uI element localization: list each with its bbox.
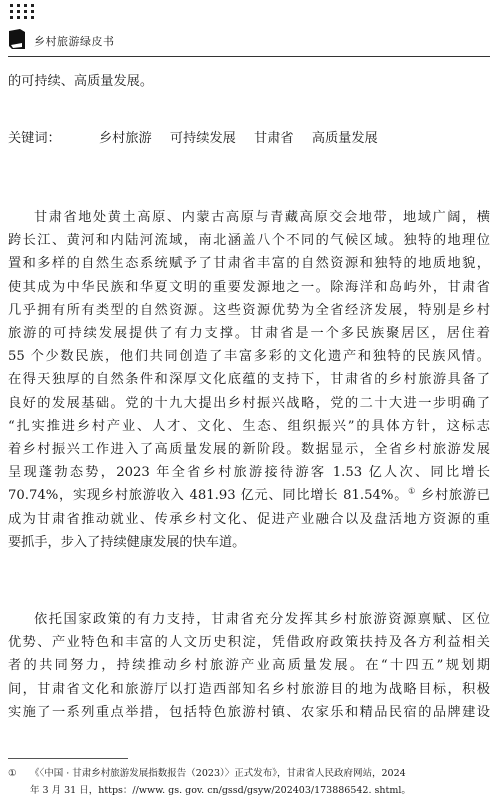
body-paragraph-2 (8, 608, 490, 724)
page-header (0, 0, 498, 60)
intro-tail-paragraph (8, 70, 490, 93)
decorative-dot-grid (10, 4, 35, 19)
keyword-item: 高质量发展 (311, 131, 378, 146)
text-line: 间，甘肃省文化和旅游厅以打造西部知名乡村旅游目的地为战略目标，积极 (8, 681, 490, 697)
text-line: 实施了一系列重点举措，包括特色旅游村镇、农家乐和精品民宿的品牌建设 (8, 704, 490, 720)
keywords-line (8, 127, 490, 150)
text-line: 55 个少数民族，他们共同创造了丰富多彩的文化遗产和独特的民族风情。 (8, 349, 490, 365)
footnote (8, 765, 490, 799)
footnote-line (8, 782, 490, 799)
body-paragraph-1 (8, 206, 490, 554)
keywords-label: 关键词： (8, 131, 61, 146)
footnote-line (8, 765, 490, 782)
footnote-text: 《〈中国 · 甘肃乡村旅游发展指数报告（2023）〉正式发布》，甘肃省人民政府网站，2024 (30, 768, 406, 779)
text-line: 旅游的可持续发展提供了有力支撑。甘肃省是一个多民族聚居区，居住着 (8, 326, 490, 342)
book-icon (8, 28, 26, 50)
text-line: 跨长江、黄河和内陆河流域，南北涵盖八个不同的气候区域。独特的地理位 (8, 233, 490, 249)
text-line: 要抓手，步入了持续健康发展的快车道。 (8, 534, 246, 550)
text-line: 着乡村振兴工作进入了高质量发展的新阶段。数据显示，全省乡村旅游发展 (8, 442, 490, 458)
intro-tail-text: 的可持续、高质量发展。 (8, 74, 154, 89)
text-line-with-footnote (8, 484, 490, 507)
text-segment: 70.74%，实现乡村旅游收入 481.93 亿元、同比增长 81.54%。 (8, 488, 409, 504)
series-title: 乡村旅游绿皮书 (34, 35, 115, 48)
keyword-item: 乡村旅游 (98, 131, 152, 146)
text-line: 甘肃省地处黄土高原、内蒙古高原与青藏高原交会地带，地域广阔，横 (34, 210, 490, 225)
text-line: 优势、产业特色和丰富的人文历史积淀，凭借政府政策扶持及各方利益相关 (8, 635, 490, 651)
text-line: 在得天独厚的自然条件和深厚文化底蕴的支持下，甘肃省的乡村旅游具备了 (8, 372, 490, 388)
text-line: 成为甘肃省推动就业、传承乡村文化、促进产业融合以及盘活地方资源的重 (8, 511, 490, 527)
header-rule (8, 56, 490, 57)
footnote-mark: ① (8, 768, 17, 779)
text-line: 者的共同努力，持续推动乡村旅游产业高质量发展。在“十四五”规划期 (8, 658, 490, 674)
text-line: 置和多样的自然生态系统赋予了甘肃省丰富的自然资源和独特的地质地貌， (8, 256, 490, 272)
keyword-item: 可持续发展 (169, 131, 236, 146)
text-line: “扎实推进乡村产业、人才、文化、生态、组织振兴”的具体方针，这标志 (8, 418, 490, 434)
text-segment: 乡村旅游已 (416, 488, 490, 504)
footnote-url-text[interactable]: 年 3 月 31 日，https：//www. gs. gov. cn/gssd/gsyw/202403/173886542. shtml。 (30, 785, 411, 796)
footnote-rule (8, 758, 128, 759)
text-line: 使其成为中华民族和华夏文明的重要发源地之一。除海洋和岛屿外，甘肃省 (8, 279, 490, 295)
text-line: 几乎拥有所有类型的自然资源。这些资源优势为全省经济发展，特别是乡村 (8, 302, 490, 318)
text-line: 依托国家政策的有力支持，甘肃省充分发挥其乡村旅游资源禀赋、区位 (34, 612, 490, 627)
text-line: 呈现蓬勃态势，2023 年全省乡村旅游接待游客 1.53 亿人次、同比增长 (8, 465, 490, 481)
text-line: 良好的发展基础。党的十九大提出乡村振兴战略，党的二十大进一步明确了 (8, 395, 490, 411)
keyword-item: 甘肃省 (254, 131, 294, 146)
footnote-reference[interactable]: ① (408, 487, 417, 497)
